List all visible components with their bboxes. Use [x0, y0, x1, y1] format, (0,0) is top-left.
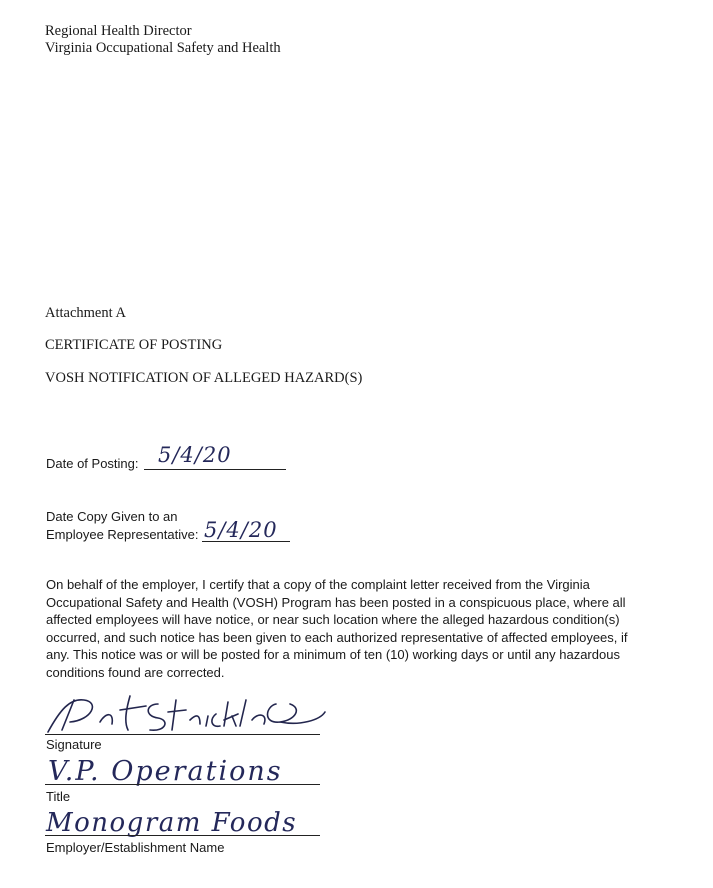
certification-line-1: On behalf of the employer, I certify that a copy of the complaint letter received from the Virginia: [46, 577, 590, 592]
notification-title: VOSH NOTIFICATION OF ALLEGED HAZARD(S): [45, 370, 363, 386]
title-line: [45, 784, 320, 785]
date-of-posting-label: Date of Posting:: [46, 456, 139, 471]
certification-line-3: affected employees will have notice, or near such location where the alleged hazardous condition(s): [46, 612, 620, 627]
employer-label: Employer/Establishment Name: [46, 840, 225, 855]
header-block: [45, 23, 281, 57]
certification-line-5: any. This notice was or will be posted for a minimum of ten (10) working days or until any hazardous: [46, 647, 620, 662]
date-of-posting-value: 5/4/20: [158, 443, 232, 467]
copy-given-label: [46, 508, 198, 543]
employer-line: [45, 835, 320, 836]
certification-paragraph: [46, 576, 686, 681]
attachment-label: Attachment A: [45, 305, 126, 321]
copy-given-label-line-2: Employee Representative:: [46, 526, 199, 542]
date-of-posting-line: [144, 469, 286, 470]
title-value: V.P. Operations: [48, 756, 283, 787]
employer-value: Monogram Foods: [46, 808, 298, 838]
header-line-2: Virginia Occupational Safety and Health: [45, 40, 281, 56]
signature-label: Signature: [46, 737, 102, 752]
certification-line-4: occurred, and such notice has been given to each authorized representative of affected employees, if: [46, 629, 628, 645]
certification-line-2: Occupational Safety and Health (VOSH) Program has been posted in a conspicuous place, where all: [46, 594, 626, 610]
title-label: Title: [46, 789, 71, 804]
signature-line: [45, 734, 320, 735]
certification-line-6: conditions found are corrected.: [46, 664, 225, 680]
signature-scribble: [40, 690, 330, 740]
header-line-1: Regional Health Director: [45, 23, 192, 39]
copy-given-value: 5/4/20: [204, 518, 278, 542]
copy-given-label-line-1: Date Copy Given to an: [46, 509, 178, 524]
certificate-title: CERTIFICATE OF POSTING: [45, 337, 223, 353]
